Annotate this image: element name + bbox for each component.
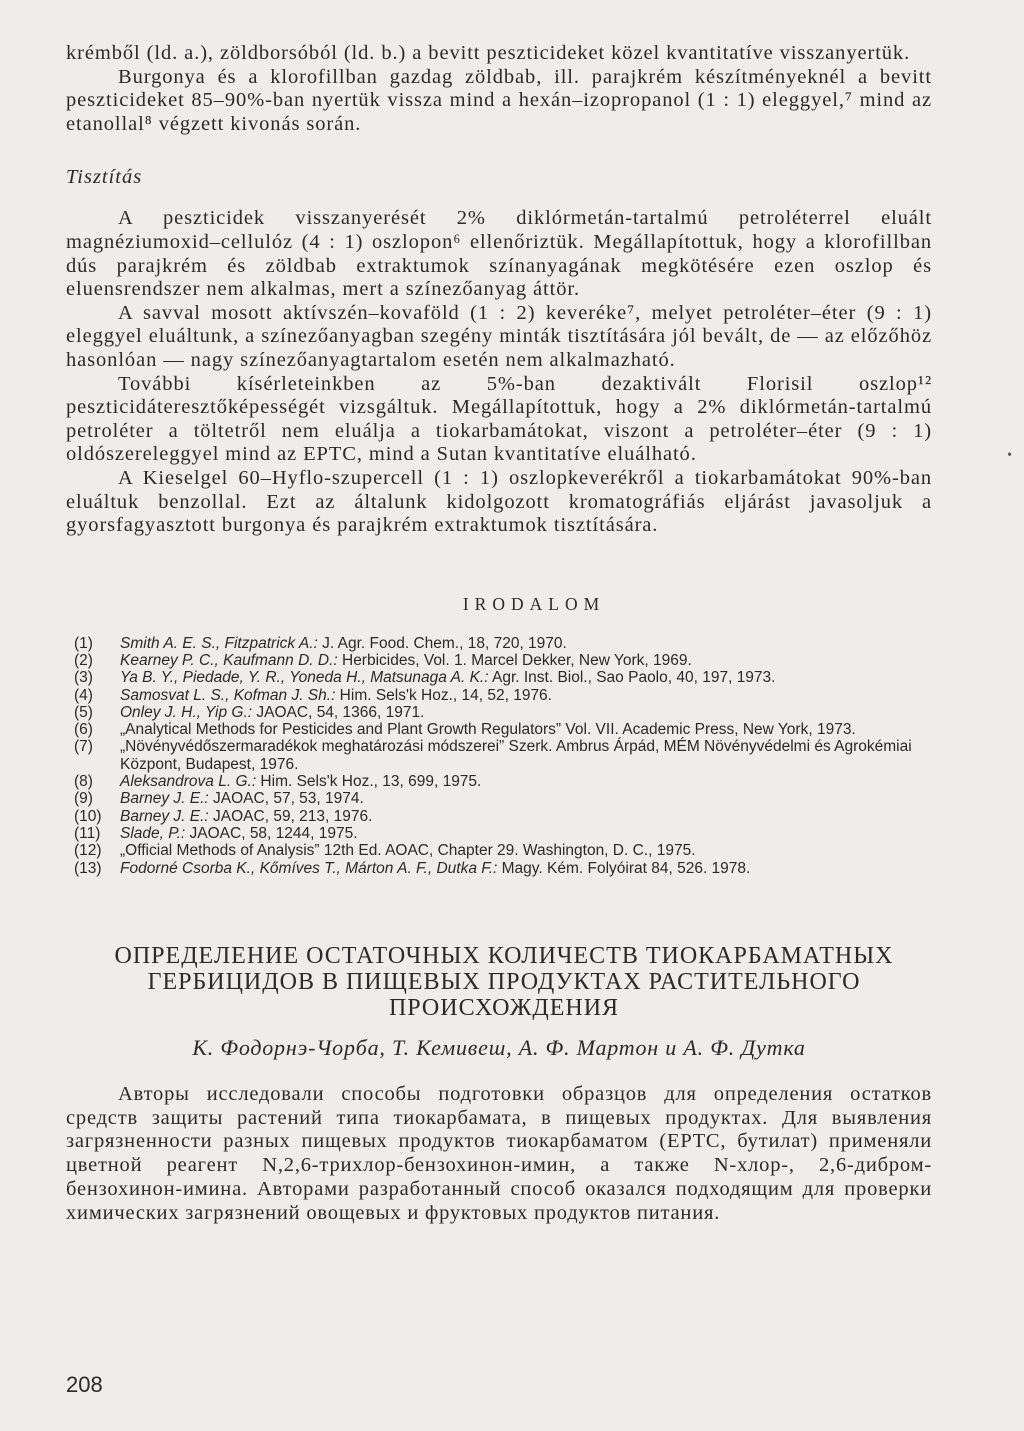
reference-authors: Kearney P. C., Kaufmann D. D.: — [120, 651, 338, 669]
reference-source: J. Agr. Food. Chem., 18, 720, 1970. — [317, 634, 567, 652]
reference-source: JAOAC, 58, 1244, 1975. — [185, 824, 358, 842]
reference-authors: Ya B. Y., Piedade, Y. R., Yoneda H., Matsunaga A. K.: — [120, 669, 489, 687]
reference-number: (9) — [74, 790, 93, 808]
reference-number: (6) — [74, 721, 93, 739]
references-list — [74, 635, 932, 877]
reference-text — [120, 704, 932, 721]
reference-authors: Fodorné Csorba K., Kőmíves T., Márton A. F., Dutka F.: — [120, 859, 498, 877]
reference-item — [74, 704, 932, 721]
reference-source: „Növényvédőszermaradékok meghatározási módszerei” Szerk. Ambrus Árpád, MÉM Növényvédelmi és Agrokémiai Központ, Budapest, 1976. — [120, 738, 912, 773]
reference-item — [74, 860, 932, 877]
reference-source: JAOAC, 59, 213, 1976. — [208, 807, 373, 825]
reference-item — [74, 635, 932, 652]
paragraph-3: A peszticidek visszanyerését 2% diklórmetán-tartalmú petroléterrel eluált magnéziumoxid–cellulóz (4 : 1) oszlopon⁶ ellenőriztük. Megállapítottuk, hogy a klorofillban dús parajkrém és zöldbab extraktumok színanyagának megkötésére ezen oszlop és eluensrendszer nem alkalmas, mert a színezőanyag áttör. — [66, 207, 932, 301]
reference-text — [120, 842, 932, 859]
reference-source: JAOAC, 57, 53, 1974. — [208, 790, 364, 808]
reference-number: (11) — [74, 824, 101, 842]
reference-authors: Onley J. H., Yip G.: — [120, 703, 253, 721]
reference-number: (13) — [74, 859, 102, 877]
russian-authors: К. Фодорнэ-Чорба, Т. Кемивеш, А. Ф. Мартон и А. Ф. Дутка — [192, 1034, 806, 1060]
reference-authors: Barney J. E.: — [120, 790, 209, 808]
russian-abstract: Авторы исследовали способы подготовки образцов для определения остатков средств защиты растений типа тиокарбамата, в пищевых продуктах. Для выявления загрязненности разных пищевых продуктов тиокарбаматом (EPTC, бутилат) применяли цветной реагент N,2,6-трихлор-бензохинон-имин, а также N-хлор-, 2,6-дибром-бензохинон-имина. Авторами разработанный способ оказался подходящим для проверки химических загрязнений овощевых и фруктовых продуктов питания. — [66, 1082, 932, 1224]
reference-source: Him. Sels'k Hoz., 13, 699, 1975. — [256, 773, 482, 791]
reference-item — [74, 790, 932, 807]
margin-mark: • — [1007, 448, 1012, 463]
reference-text — [120, 860, 932, 877]
reference-text — [120, 808, 932, 825]
reference-text — [120, 721, 932, 738]
reference-text — [120, 738, 932, 773]
reference-number: (1) — [74, 634, 93, 652]
reference-source: Him. Sels'k Hoz., 14, 52, 1976. — [335, 686, 552, 704]
reference-number: (4) — [74, 686, 93, 704]
reference-item — [74, 773, 932, 790]
reference-source: Magy. Kém. Folyóirat 84, 526. 1978. — [497, 859, 751, 877]
reference-authors: Samosvat L. S., Kofman J. Sh.: — [120, 686, 336, 704]
reference-authors: Smith A. E. S., Fitzpatrick A.: — [120, 634, 318, 652]
reference-text — [120, 790, 932, 807]
reference-text — [120, 669, 932, 686]
reference-number: (8) — [74, 773, 93, 791]
paragraph-6: A Kieselgel 60–Hyflo-szupercell (1 : 1) oszlopkeverékről a tiokarbamátokat 90%-ban eluáltuk benzollal. Ezt az általunk kidolgozott kromatográfiás eljárást javasoljuk a gyorsfagyasztott burgonya és parajkrém extraktumok tisztítására. — [66, 466, 932, 537]
reference-authors: Aleksandrova L. G.: — [120, 773, 257, 791]
paragraph-5: További kísérleteinkben az 5%-ban dezaktivált Florisil oszlop¹² peszticidáteresztőképességét vizsgáltuk. Megállapítottuk, hogy a 2% diklórmetán-tartalmú petroléter a töltetről nem eluálja a tiokarbamátokat, viszont a petroléter–éter (9 : 1) oldószereleggyel mind az EPTC, mind a Sutan kvantitatíve eluálható. — [66, 372, 932, 466]
reference-authors: Slade, P.: — [120, 824, 186, 842]
reference-number: (10) — [74, 807, 102, 825]
reference-item — [74, 687, 932, 704]
reference-item — [74, 825, 932, 842]
reference-number: (2) — [74, 651, 93, 669]
reference-number: (12) — [74, 842, 102, 860]
page-number: 208 — [66, 1372, 103, 1397]
reference-source: „Official Methods of Analysis” 12th Ed. AOAC, Chapter 29. Washington, D. C., 1975. — [120, 842, 696, 860]
russian-title: ОПРЕДЕЛЕНИЕ ОСТАТОЧНЫХ КОЛИЧЕСТВ ТИОКАРБАМАТНЫХ ГЕРБИЦИДОВ В ПИЩЕВЫХ ПРОДУКТАХ РАСТИТЕЛЬНОГО ПРОИСХОЖДЕНИЯ — [114, 942, 894, 1021]
section-heading-tisztitas: Tisztítás — [66, 166, 143, 189]
reference-number: (7) — [74, 738, 93, 756]
reference-text — [120, 635, 932, 652]
reference-item — [74, 842, 932, 859]
reference-item — [74, 808, 932, 825]
reference-source: Agr. Inst. Biol., Sao Paolo, 40, 197, 1973. — [488, 669, 776, 687]
reference-item — [74, 652, 932, 669]
reference-number: (3) — [74, 669, 93, 687]
reference-text — [120, 652, 932, 669]
paragraph-1: krémből (ld. a.), zöldborsóból (ld. b.) a bevitt peszticideket közel kvantitatíve visszanyertük. — [66, 42, 911, 64]
paragraph-2: Burgonya és a klorofillban gazdag zöldbab, ill. parajkrém készítményeknél a bevitt peszticideket 85–90%-ban nyertük vissza mind a hexán–izopropanol (1 : 1) eleggyel,⁷ mind az etanollal⁸ végzett kivonás során. — [66, 65, 932, 135]
reference-text — [120, 773, 932, 790]
reference-source: „Analytical Methods for Pesticides and Plant Growth Regulators” Vol. VII. Academic Press, New York, 1973. — [120, 721, 856, 739]
paragraph-4: A savval mosott aktívszén–kovaföld (1 : 2) keveréke⁷, melyet petroléter–éter (9 : 1) eleggyel eluáltunk, a színezőanyagban szegény minták tisztítására jól bevált, de — az előzőhöz hasonlóan — nagy színezőanyagtartalom esetén nem alkalmazható. — [66, 301, 932, 371]
reference-source: JAOAC, 54, 1366, 1971. — [252, 703, 425, 721]
reference-source: Herbicides, Vol. 1. Marcel Dekker, New York, 1969. — [337, 651, 692, 669]
reference-item — [74, 721, 932, 738]
reference-number: (5) — [74, 703, 93, 721]
reference-authors: Barney J. E.: — [120, 807, 209, 825]
reference-text — [120, 687, 932, 704]
reference-text — [120, 825, 932, 842]
reference-item — [74, 738, 932, 773]
references-title: IRODALOM — [462, 593, 606, 614]
reference-item — [74, 669, 932, 686]
